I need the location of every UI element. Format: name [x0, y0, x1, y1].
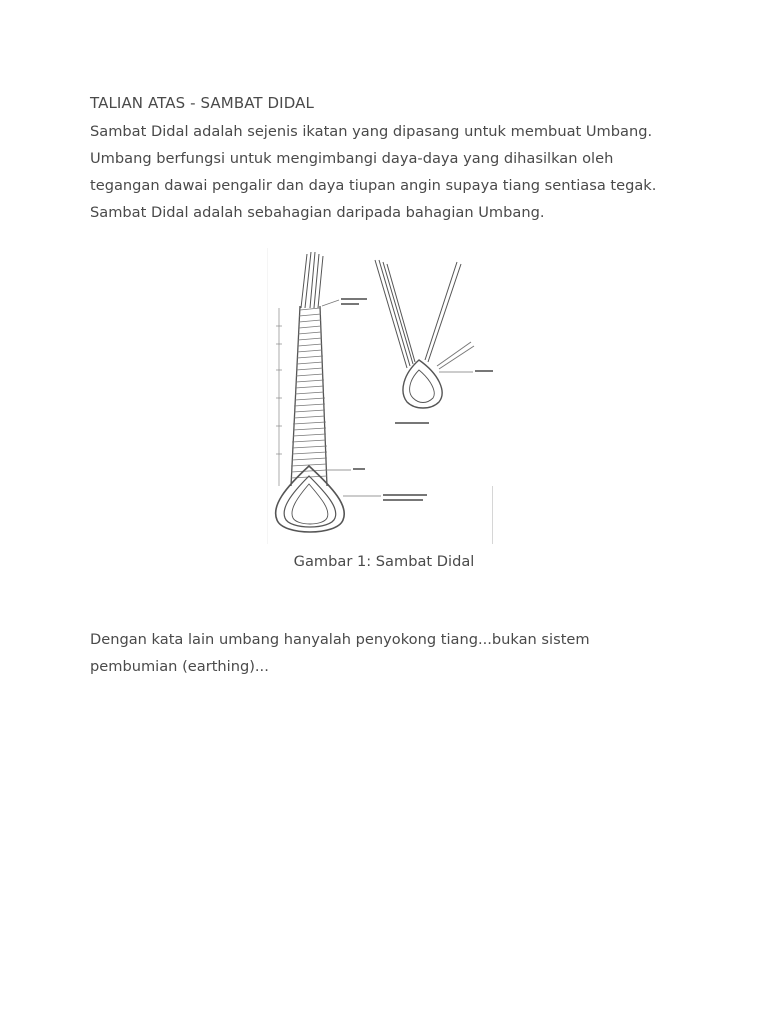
paragraph-line: tegangan dawai pengalir dan daya tiupan angin supaya tiang sentiasa tegak.: [90, 177, 657, 194]
closing-paragraph: [90, 626, 590, 680]
paragraph-line: Umbang berfungsi untuk mengimbangi daya-daya yang dihasilkan oleh: [90, 150, 614, 167]
intro-paragraph: [90, 118, 656, 226]
paragraph-line: Dengan kata lain umbang hanyalah penyokong tiang...bukan sistem: [90, 631, 590, 648]
sambat-didal-illustration: [267, 248, 493, 544]
paragraph-line: Sambat Didal adalah sejenis ikatan yang dipasang untuk membuat Umbang.: [90, 123, 653, 140]
figure-caption: Gambar 1: Sambat Didal: [293, 553, 475, 570]
sambat-didal-figure: [267, 248, 493, 544]
paragraph-line: pembumian (earthing)...: [90, 658, 269, 675]
document-title: TALIAN ATAS - SAMBAT DIDAL: [90, 94, 314, 112]
paragraph-line: Sambat Didal adalah sebahagian daripada bahagian Umbang.: [90, 204, 545, 221]
